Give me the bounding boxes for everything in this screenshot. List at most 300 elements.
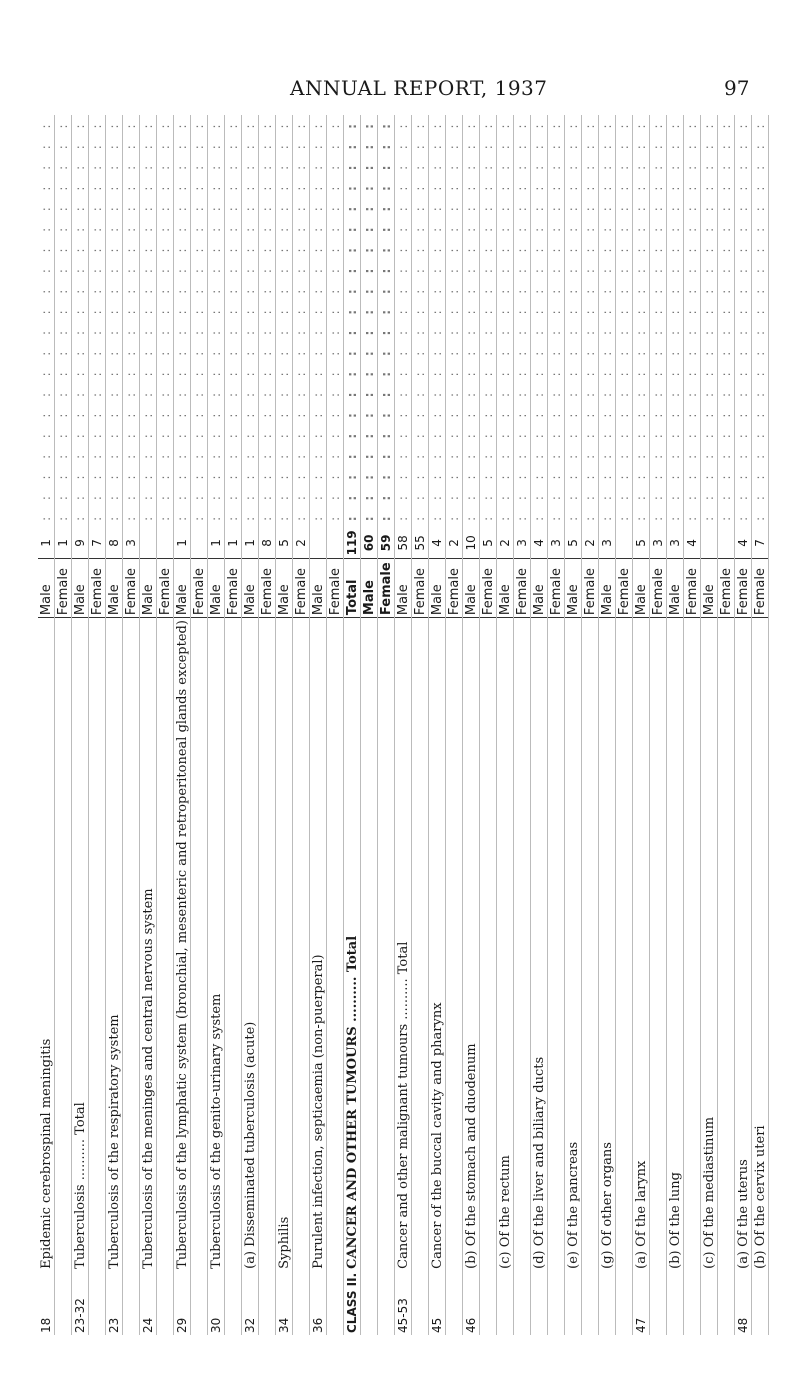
age-cell bbox=[344, 157, 361, 178]
age-cell bbox=[667, 157, 684, 178]
age-cell bbox=[548, 301, 565, 322]
table-row bbox=[378, 115, 395, 1335]
age-cell bbox=[55, 322, 72, 343]
age-cell bbox=[89, 219, 106, 240]
leader-dots: : bbox=[345, 349, 359, 357]
age-cell bbox=[463, 280, 480, 301]
age-cell bbox=[225, 342, 242, 363]
leader-dots: : bbox=[175, 122, 189, 129]
leader-dots: : bbox=[311, 246, 325, 253]
age-cell bbox=[650, 487, 667, 508]
age-cell bbox=[123, 342, 140, 363]
age-cell bbox=[412, 322, 429, 343]
leader-dots: : bbox=[702, 225, 716, 232]
leader-dots: : bbox=[277, 349, 291, 356]
table-row bbox=[242, 115, 259, 1335]
leader-dots: : bbox=[566, 122, 580, 129]
age-cell bbox=[752, 507, 769, 528]
age-cell bbox=[548, 384, 565, 405]
leader-dots: : bbox=[566, 246, 580, 253]
age-cell bbox=[106, 239, 123, 260]
leader-dots: : bbox=[600, 308, 614, 315]
age-cell bbox=[752, 301, 769, 322]
leader-dots: : bbox=[56, 184, 70, 191]
leader-dots: : bbox=[532, 370, 546, 377]
age-cell bbox=[599, 507, 616, 528]
leader-dots: : bbox=[464, 349, 478, 356]
leader-dots: : bbox=[192, 267, 206, 274]
leader-dots: : bbox=[192, 287, 206, 294]
age-cell bbox=[582, 363, 599, 384]
age-cell bbox=[599, 157, 616, 178]
age-cell bbox=[395, 157, 412, 178]
age-cell bbox=[548, 198, 565, 219]
leader-dots: : bbox=[39, 329, 53, 336]
age-cell bbox=[429, 219, 446, 240]
age-cell bbox=[191, 322, 208, 343]
age-cell bbox=[259, 219, 276, 240]
leader-dots: : bbox=[447, 287, 461, 294]
cause-label: (a) Disseminated tuberculosis (acute) bbox=[242, 618, 259, 1271]
age-cell bbox=[38, 115, 55, 136]
leader-dots: : bbox=[379, 349, 393, 357]
leader-dots: : bbox=[736, 370, 750, 377]
age-cell bbox=[55, 157, 72, 178]
table-row bbox=[752, 115, 769, 1335]
leader-dots: : bbox=[192, 411, 206, 418]
leader-dots: : bbox=[379, 390, 393, 398]
leader-dots: : bbox=[124, 411, 138, 418]
leader-dots: : bbox=[260, 432, 274, 439]
leader-dots: : bbox=[277, 308, 291, 315]
leader-dots: : bbox=[583, 267, 597, 274]
age-cell bbox=[293, 280, 310, 301]
leader-dots: : bbox=[736, 287, 750, 294]
cause-label: (a) Of the larynx bbox=[633, 618, 650, 1271]
age-cell bbox=[548, 425, 565, 446]
age-cell bbox=[429, 157, 446, 178]
leader-dots: : bbox=[600, 287, 614, 294]
age-cell bbox=[378, 136, 395, 157]
leader-dots: : bbox=[260, 329, 274, 336]
leader-dots: : bbox=[243, 267, 257, 274]
leader-dots: : bbox=[447, 163, 461, 170]
leader-dots: : bbox=[396, 473, 410, 480]
age-cell bbox=[225, 219, 242, 240]
leader-dots: : bbox=[209, 225, 223, 232]
age-cell bbox=[582, 487, 599, 508]
age-cell bbox=[361, 404, 378, 425]
leader-dots: : bbox=[260, 308, 274, 315]
age-cell bbox=[650, 342, 667, 363]
table-row bbox=[684, 115, 701, 1335]
age-cell bbox=[582, 136, 599, 157]
age-cell bbox=[752, 322, 769, 343]
age-cell bbox=[361, 260, 378, 281]
age-cell bbox=[650, 425, 667, 446]
age-cell bbox=[344, 260, 361, 281]
leader-dots: : bbox=[124, 246, 138, 253]
leader-dots: : bbox=[73, 287, 87, 294]
row-number bbox=[327, 1271, 344, 1335]
age-cell bbox=[123, 260, 140, 281]
age-cell bbox=[293, 363, 310, 384]
leader-dots: : bbox=[430, 267, 444, 274]
leader-dots: : bbox=[379, 122, 393, 129]
leader-dots: : bbox=[651, 184, 665, 191]
age-cell bbox=[191, 301, 208, 322]
age-cell bbox=[72, 177, 89, 198]
leader-dots: : bbox=[73, 514, 87, 521]
total-value bbox=[191, 528, 208, 558]
age-cell bbox=[480, 157, 497, 178]
leader-dots: : bbox=[481, 432, 495, 439]
age-cell bbox=[89, 198, 106, 219]
age-cell bbox=[293, 342, 310, 363]
leader-dots: : bbox=[175, 411, 189, 418]
age-cell bbox=[701, 322, 718, 343]
leader-dots: : bbox=[532, 143, 546, 150]
age-cell bbox=[208, 322, 225, 343]
leader-dots: : bbox=[736, 225, 750, 232]
age-cell bbox=[72, 446, 89, 467]
row-number bbox=[565, 1271, 582, 1335]
leader-dots: : bbox=[634, 411, 648, 418]
age-cell bbox=[633, 136, 650, 157]
cause-label: Purulent infection, septicaemia (non-puerperal) bbox=[310, 618, 327, 1271]
leader-dots: : bbox=[192, 494, 206, 501]
leader-dots: : bbox=[175, 163, 189, 170]
age-cell bbox=[293, 425, 310, 446]
row-number bbox=[616, 1271, 633, 1335]
age-cell bbox=[106, 466, 123, 487]
age-cell bbox=[259, 425, 276, 446]
leader-dots: : bbox=[736, 143, 750, 150]
age-cell bbox=[157, 280, 174, 301]
age-cell bbox=[599, 198, 616, 219]
leader-dots: : bbox=[260, 163, 274, 170]
leader-dots: : bbox=[651, 267, 665, 274]
leader-dots: : bbox=[685, 390, 699, 397]
sex-label: Female bbox=[123, 558, 140, 617]
age-cell bbox=[701, 446, 718, 467]
leader-dots: : bbox=[124, 184, 138, 191]
leader-dots: : bbox=[481, 370, 495, 377]
age-cell bbox=[378, 280, 395, 301]
age-cell bbox=[123, 487, 140, 508]
age-cell bbox=[633, 487, 650, 508]
age-cell bbox=[378, 384, 395, 405]
age-cell bbox=[480, 466, 497, 487]
leader-dots: : bbox=[583, 163, 597, 170]
age-cell bbox=[565, 115, 582, 136]
leader-dots: : bbox=[328, 225, 342, 232]
age-cell bbox=[89, 280, 106, 301]
age-cell bbox=[293, 466, 310, 487]
age-cell bbox=[480, 487, 497, 508]
age-cell bbox=[208, 487, 225, 508]
age-cell bbox=[123, 115, 140, 136]
leader-dots: : bbox=[362, 246, 376, 253]
leader-dots: : bbox=[124, 163, 138, 170]
leader-dots: : bbox=[311, 287, 325, 294]
age-cell bbox=[106, 198, 123, 219]
age-cell bbox=[616, 301, 633, 322]
leader-dots: : bbox=[651, 452, 665, 459]
leader-dots: : bbox=[753, 370, 767, 377]
age-cell bbox=[650, 404, 667, 425]
leader-dots: : bbox=[532, 308, 546, 315]
leader-dots: : bbox=[702, 122, 716, 129]
leader-dots: : bbox=[413, 205, 427, 212]
leader-dots: : bbox=[668, 287, 682, 294]
leader-dots: : bbox=[345, 328, 359, 336]
leader-dots: : bbox=[39, 411, 53, 418]
total-value: 3 bbox=[650, 528, 667, 558]
leader-dots: : bbox=[719, 411, 733, 418]
leader-dots: : bbox=[617, 329, 631, 336]
age-cell bbox=[599, 260, 616, 281]
leader-dots: : bbox=[515, 473, 529, 480]
age-cell bbox=[106, 487, 123, 508]
leader-dots: : bbox=[668, 267, 682, 274]
leader-dots: : bbox=[753, 514, 767, 521]
leader-dots: : bbox=[107, 163, 121, 170]
age-cell bbox=[157, 157, 174, 178]
table-row bbox=[735, 115, 752, 1335]
sex-label: Male bbox=[38, 558, 55, 617]
leader-dots: : bbox=[56, 411, 70, 418]
total-value: 2 bbox=[446, 528, 463, 558]
age-cell bbox=[361, 115, 378, 136]
sex-label: Male bbox=[276, 558, 293, 617]
age-cell bbox=[174, 280, 191, 301]
leader-dots: : bbox=[141, 411, 155, 418]
age-cell bbox=[106, 219, 123, 240]
age-cell bbox=[667, 507, 684, 528]
age-cell bbox=[259, 487, 276, 508]
age-cell bbox=[718, 239, 735, 260]
age-cell bbox=[327, 198, 344, 219]
leader-dots: : bbox=[447, 122, 461, 129]
age-cell bbox=[616, 384, 633, 405]
age-cell bbox=[344, 384, 361, 405]
age-cell bbox=[140, 157, 157, 178]
age-cell bbox=[531, 198, 548, 219]
leader-dots: : bbox=[447, 267, 461, 274]
age-cell bbox=[735, 487, 752, 508]
age-cell bbox=[684, 280, 701, 301]
row-number bbox=[752, 1271, 769, 1335]
leader-dots: : bbox=[685, 473, 699, 480]
leader-dots: : bbox=[549, 432, 563, 439]
cause-label bbox=[412, 618, 429, 1271]
leader-dots: : bbox=[583, 411, 597, 418]
leader-dots: : bbox=[481, 514, 495, 521]
age-cell bbox=[446, 260, 463, 281]
leader-dots: : bbox=[464, 122, 478, 129]
age-cell bbox=[395, 219, 412, 240]
leader-dots: : bbox=[651, 370, 665, 377]
leader-dots: : bbox=[39, 390, 53, 397]
age-cell bbox=[412, 219, 429, 240]
leader-dots: : bbox=[736, 267, 750, 274]
age-cell bbox=[667, 322, 684, 343]
age-cell bbox=[684, 219, 701, 240]
leader-dots: : bbox=[464, 308, 478, 315]
sex-label: Male bbox=[361, 558, 378, 617]
row-number bbox=[701, 1271, 718, 1335]
age-cell bbox=[123, 404, 140, 425]
leader-dots: : bbox=[396, 514, 410, 521]
leader-dots: : bbox=[124, 432, 138, 439]
age-cell bbox=[718, 219, 735, 240]
age-cell bbox=[208, 446, 225, 467]
age-cell bbox=[429, 115, 446, 136]
age-cell bbox=[667, 177, 684, 198]
row-number bbox=[497, 1271, 514, 1335]
age-cell bbox=[140, 136, 157, 157]
leader-dots: : bbox=[73, 349, 87, 356]
table-row bbox=[667, 115, 684, 1335]
age-cell bbox=[650, 136, 667, 157]
leader-dots: : bbox=[464, 246, 478, 253]
leader-dots: : bbox=[73, 267, 87, 274]
leader-dots: : bbox=[192, 514, 206, 521]
age-cell bbox=[650, 115, 667, 136]
leader-dots: : bbox=[651, 514, 665, 521]
cause-label: Tuberculosis of the respiratory system bbox=[106, 618, 123, 1271]
age-cell bbox=[429, 466, 446, 487]
mortality-table-rotated bbox=[38, 115, 768, 1335]
leader-dots: : bbox=[430, 411, 444, 418]
age-cell bbox=[463, 198, 480, 219]
leader-dots: : bbox=[583, 514, 597, 521]
leader-dots: : bbox=[260, 184, 274, 191]
row-number: 29 bbox=[174, 1271, 191, 1335]
age-cell bbox=[123, 301, 140, 322]
age-cell bbox=[310, 384, 327, 405]
leader-dots: : bbox=[753, 411, 767, 418]
age-cell bbox=[259, 384, 276, 405]
age-cell bbox=[191, 425, 208, 446]
age-cell bbox=[565, 466, 582, 487]
age-cell bbox=[259, 136, 276, 157]
leader-dots: : bbox=[583, 122, 597, 129]
leader-dots: : bbox=[39, 143, 53, 150]
age-cell bbox=[412, 507, 429, 528]
age-cell bbox=[429, 507, 446, 528]
leader-dots: : bbox=[685, 514, 699, 521]
age-cell bbox=[599, 280, 616, 301]
row-number bbox=[157, 1271, 174, 1335]
leader-dots: : bbox=[192, 246, 206, 253]
age-cell bbox=[157, 219, 174, 240]
age-cell bbox=[446, 342, 463, 363]
age-cell bbox=[531, 177, 548, 198]
age-cell bbox=[650, 177, 667, 198]
age-cell bbox=[157, 136, 174, 157]
age-cell bbox=[735, 239, 752, 260]
leader-dots: : bbox=[243, 308, 257, 315]
age-cell bbox=[259, 260, 276, 281]
leader-dots: : bbox=[634, 473, 648, 480]
leader-dots: : bbox=[396, 163, 410, 170]
sex-label: Female bbox=[412, 558, 429, 617]
age-cell bbox=[446, 280, 463, 301]
age-cell bbox=[123, 280, 140, 301]
leader-dots: : bbox=[617, 370, 631, 377]
leader-dots: : bbox=[736, 122, 750, 129]
age-cell bbox=[752, 487, 769, 508]
age-cell bbox=[361, 507, 378, 528]
age-cell bbox=[344, 136, 361, 157]
sex-label: Female bbox=[684, 558, 701, 617]
age-cell bbox=[276, 507, 293, 528]
age-cell bbox=[582, 157, 599, 178]
leader-dots: : bbox=[719, 473, 733, 480]
leader-dots: : bbox=[668, 205, 682, 212]
leader-dots: : bbox=[243, 143, 257, 150]
leader-dots: : bbox=[294, 205, 308, 212]
age-cell bbox=[191, 260, 208, 281]
total-value bbox=[327, 528, 344, 558]
age-cell bbox=[514, 136, 531, 157]
leader-dots: : bbox=[600, 494, 614, 501]
age-cell bbox=[412, 239, 429, 260]
age-cell bbox=[599, 219, 616, 240]
leader-dots: : bbox=[600, 452, 614, 459]
leader-dots: : bbox=[583, 452, 597, 459]
leader-dots: : bbox=[39, 163, 53, 170]
age-cell bbox=[735, 219, 752, 240]
leader-dots: : bbox=[481, 349, 495, 356]
age-cell bbox=[718, 260, 735, 281]
age-cell bbox=[55, 219, 72, 240]
age-cell bbox=[633, 404, 650, 425]
age-cell bbox=[616, 404, 633, 425]
age-cell bbox=[565, 177, 582, 198]
age-cell bbox=[599, 404, 616, 425]
age-cell bbox=[616, 363, 633, 384]
leader-dots: : bbox=[158, 452, 172, 459]
leader-dots: : bbox=[447, 184, 461, 191]
age-cell bbox=[480, 136, 497, 157]
age-cell bbox=[191, 342, 208, 363]
leader-dots: : bbox=[413, 122, 427, 129]
age-cell bbox=[378, 487, 395, 508]
age-cell bbox=[276, 404, 293, 425]
total-value: 3 bbox=[548, 528, 565, 558]
sex-label: Male bbox=[208, 558, 225, 617]
leader-dots: : bbox=[73, 246, 87, 253]
leader-dots: : bbox=[124, 349, 138, 356]
age-cell bbox=[208, 219, 225, 240]
total-value bbox=[310, 528, 327, 558]
leader-dots: : bbox=[583, 287, 597, 294]
leader-dots: : bbox=[90, 308, 104, 315]
age-cell bbox=[276, 239, 293, 260]
row-number bbox=[89, 1271, 106, 1335]
age-cell bbox=[650, 260, 667, 281]
age-cell bbox=[599, 115, 616, 136]
leader-dots: : bbox=[413, 163, 427, 170]
sex-label: Female bbox=[259, 558, 276, 617]
age-cell bbox=[667, 239, 684, 260]
leader-dots: : bbox=[379, 287, 393, 295]
age-cell bbox=[735, 507, 752, 528]
age-cell bbox=[191, 363, 208, 384]
